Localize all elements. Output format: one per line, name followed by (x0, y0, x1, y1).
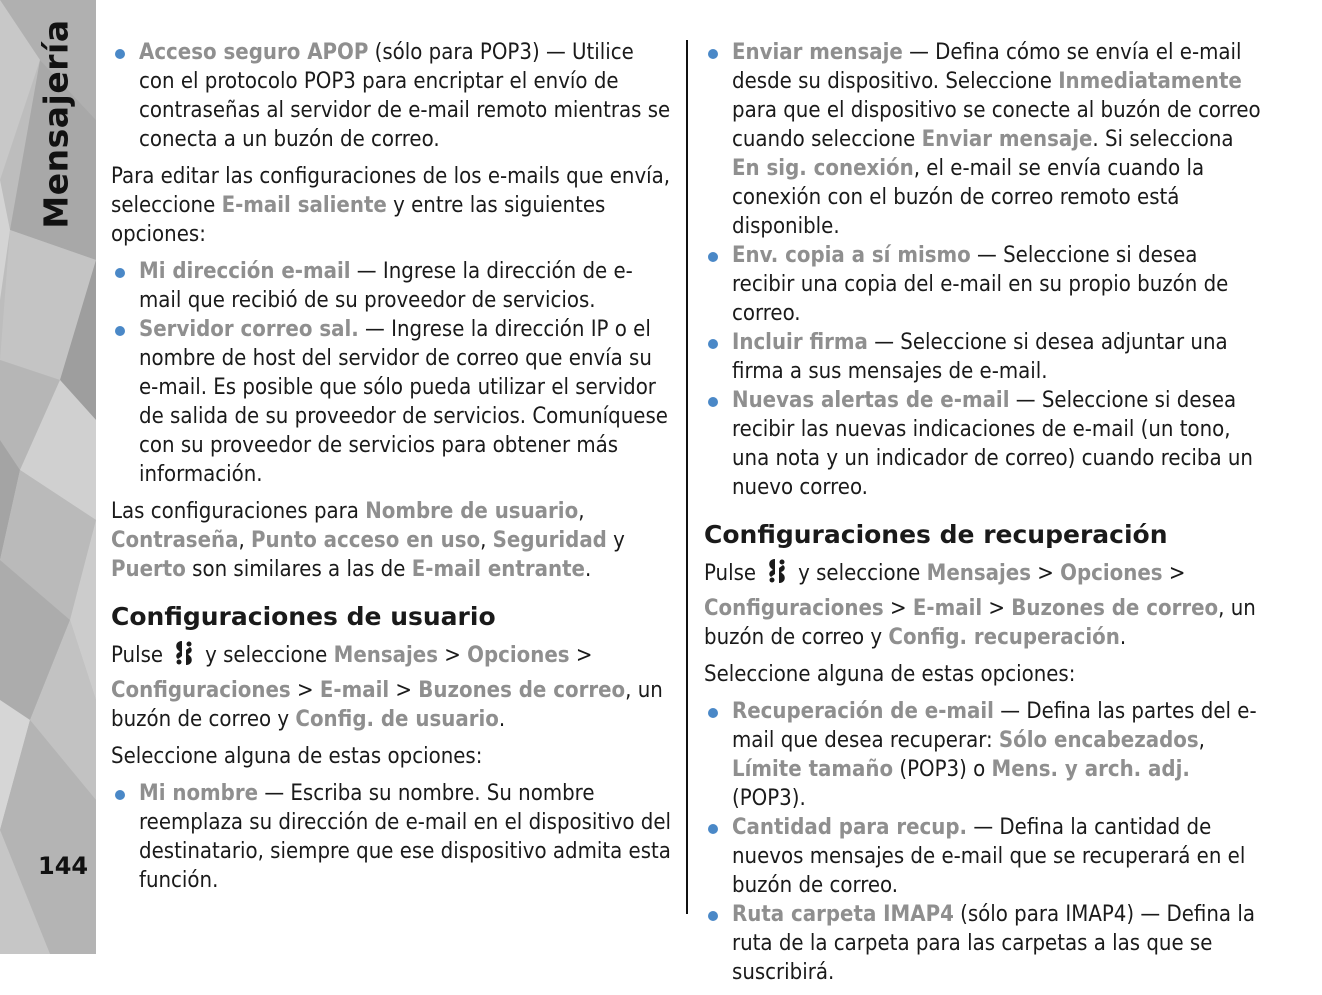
option-term: Inmediatamente (1058, 69, 1242, 94)
list-item (111, 38, 673, 154)
option-description: — Seleccione si desea recibir una copia del e-mail en su propio buzón de correo. (732, 243, 1229, 326)
option-term: Cantidad para recup. (732, 815, 968, 840)
path-separator: > (569, 643, 593, 668)
list-item (111, 779, 673, 895)
list-item (704, 328, 1266, 386)
menu-path-item: Config. recuperación (888, 625, 1120, 650)
text: Para editar las configuraciones de los e-mails que envía, seleccione (111, 164, 671, 218)
option-term: Env. copia a sí mismo (732, 243, 971, 268)
paragraph (111, 497, 673, 584)
text: y (606, 528, 625, 553)
paragraph: Seleccione alguna de estas opciones: (704, 662, 1076, 687)
text: , un buzón de correo y (704, 596, 1256, 650)
bullet-list (704, 697, 1266, 987)
text: — Defina cómo se envía el e-mail desde su dispositivo. Seleccione (732, 40, 1242, 94)
option-term: Nuevas alertas de e-mail (732, 388, 1010, 413)
option-term: Sólo encabezados (998, 728, 1199, 753)
menu-path-item: E-mail (912, 596, 983, 621)
paragraph (111, 638, 673, 734)
text: Pulse (704, 561, 757, 586)
path-separator: > (1031, 561, 1061, 586)
option-description: — Seleccione si desea recibir las nuevas indicaciones de e-mail (un tono, una nota y un indicador de correo) cuando reciba un nuevo correo. (732, 388, 1253, 500)
text: . (1119, 625, 1127, 650)
list-item (704, 386, 1266, 502)
left-column (111, 38, 673, 903)
path-separator: > (1162, 561, 1186, 586)
option-description: — Escriba su nombre. Su nombre reemplaza su dirección de e-mail en el dispositivo del destinatario, siempre que ese dispositivo admita esta función. (139, 781, 672, 893)
option-description: (sólo para POP3) — Utilice con el protocolo POP3 para encriptar el envío de contraseñas al servidor de e-mail remoto mientras se conecta a un buzón de correo. (139, 40, 671, 152)
option-term: Incluir firma (732, 330, 868, 355)
text: Las configuraciones para (111, 499, 366, 524)
option-term: En sig. conexión (732, 156, 914, 181)
menu-path-item: Mensajes (926, 561, 1032, 586)
option-description: — Ingrese la dirección IP o el nombre de host del servidor de correo que envía su e-mail. Es posible que sólo pueda utilizar el servidor de salida de su proveedor de servicios. Comuníquese con su proveedor de servicios para obtener más información. (139, 317, 668, 487)
menu-path-item: Config. de usuario (295, 707, 499, 732)
menu-path-item: Mensajes (333, 643, 439, 668)
option-term: Recuperación de e-mail (732, 699, 994, 724)
path-separator: > (438, 643, 468, 668)
text: Pulse (111, 643, 164, 668)
list-item (111, 315, 673, 489)
option-term: Puerto (111, 557, 186, 582)
menu-path-item: E-mail (319, 678, 390, 703)
list-item (704, 241, 1266, 328)
option-term: Enviar mensaje (732, 40, 903, 65)
list-item (704, 900, 1266, 987)
list-item (704, 38, 1266, 241)
bullet-list (111, 38, 673, 154)
option-term: Nombre de usuario (365, 499, 579, 524)
bullet-list (111, 257, 673, 489)
page-number: 144 (38, 852, 89, 880)
text: para que el dispositivo se conecte al buzón de correo cuando seleccione (732, 98, 1261, 152)
section-heading: Configuraciones de recuperación (704, 520, 1168, 549)
text: y entre las siguientes opciones: (111, 193, 606, 247)
option-term: E-mail entrante (411, 557, 585, 582)
text: , el e-mail se envía cuando la conexión con el buzón de correo remoto está disponible. (732, 156, 1205, 239)
chapter-sidebar (0, 0, 96, 954)
text: , (578, 499, 585, 524)
path-separator: > (883, 596, 913, 621)
bullet-list (704, 38, 1266, 502)
menu-path-item: Buzones de correo (418, 678, 626, 703)
text: — Defina las partes del e-mail que desea recuperar: (732, 699, 1257, 753)
text: y seleccione (798, 561, 927, 586)
chapter-title: Mensajería (36, 19, 76, 229)
text: . (498, 707, 506, 732)
path-separator: > (389, 678, 419, 703)
text: , (1198, 728, 1205, 753)
text: . Si selecciona (1092, 127, 1234, 152)
menu-path-item: Buzones de correo (1011, 596, 1219, 621)
menu-path-item: Opciones (1060, 561, 1163, 586)
option-term: E-mail saliente (221, 193, 387, 218)
menu-path-item: Configuraciones (111, 678, 291, 703)
paragraph: Seleccione alguna de estas opciones: (111, 744, 483, 769)
option-term: Límite tamaño (732, 757, 894, 782)
option-term: Contraseña (111, 528, 239, 553)
menu-key-icon (762, 556, 792, 594)
option-term: Punto acceso en uso (251, 528, 481, 553)
option-term: Seguridad (492, 528, 607, 553)
menu-path-item: Configuraciones (704, 596, 884, 621)
list-item (704, 697, 1266, 813)
right-column (704, 38, 1266, 995)
list-item (704, 813, 1266, 900)
paragraph (111, 162, 673, 249)
section-heading: Configuraciones de usuario (111, 602, 496, 631)
paragraph (704, 556, 1266, 652)
text: , un buzón de correo y (111, 678, 663, 732)
text: y seleccione (205, 643, 334, 668)
text: . (584, 557, 592, 582)
text: , (238, 528, 252, 553)
list-item (111, 257, 673, 315)
option-term: Acceso seguro APOP (139, 40, 369, 65)
option-description: — Defina la cantidad de nuevos mensajes de e-mail que se recuperará en el buzón de correo. (732, 815, 1246, 898)
option-description: — Ingrese la dirección de e-mail que recibió de su proveedor de servicios. (139, 259, 633, 313)
path-separator: > (982, 596, 1012, 621)
path-separator: > (290, 678, 320, 703)
menu-path-item: Opciones (467, 643, 570, 668)
text: , (480, 528, 493, 553)
option-description: (sólo para IMAP4) — Defina la ruta de la carpeta para las carpetas a las que se suscribirá. (732, 902, 1255, 985)
option-term: Servidor correo sal. (139, 317, 359, 342)
menu-key-icon (169, 638, 199, 676)
option-term: Ruta carpeta IMAP4 (732, 902, 954, 927)
text: (POP3) o (893, 757, 992, 782)
text: (POP3). (732, 786, 806, 811)
text: son similares a las de (185, 557, 412, 582)
option-term: Mi nombre (139, 781, 259, 806)
option-term: Enviar mensaje (921, 127, 1093, 152)
option-description: — Seleccione si desea adjuntar una firma a sus mensajes de e-mail. (732, 330, 1228, 384)
bullet-list (111, 779, 673, 895)
option-term: Mens. y arch. adj. (991, 757, 1190, 782)
column-divider (686, 40, 688, 914)
option-term: Mi dirección e-mail (139, 259, 351, 284)
